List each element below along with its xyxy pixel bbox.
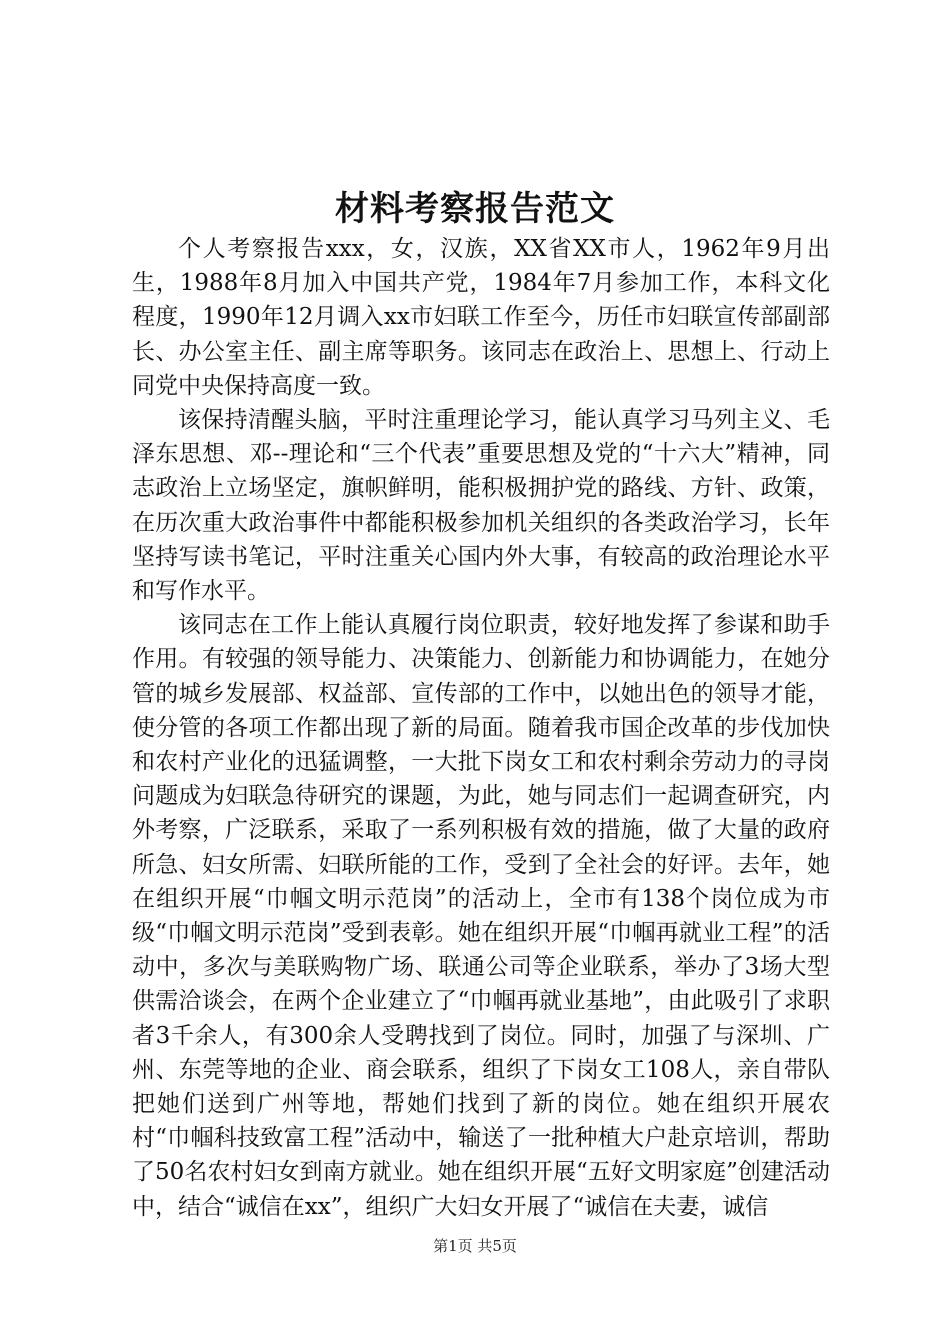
paragraph-2: 该保持清醒头脑，平时注重理论学习，能认真学习马列主义、毛泽东思想、邓--理论和“三个代表”重要思想及党的“十六大”精神，同志政治上立场坚定，旗帜鲜明，能积极拥护党的路线、方针、政策，在历次重大政治事件中都能积极参加机关组织的各类政治学习，长年坚持写读书笔记，平时注重关心国内外大事，有较高的政治理论水平和写作水平。 (132, 407, 830, 605)
document-body (132, 232, 830, 1224)
document-title: 材料考察报告范文 (335, 189, 615, 229)
page-number-footer: 第1页 共5页 (433, 1237, 517, 1255)
paragraph-3: 该同志在工作上能认真履行岗位职责，较好地发挥了参谋和助手作用。有较强的领导能力、决策能力、创新能力和协调能力，在她分管的城乡发展部、权益部、宣传部的工作中，以她出色的领导才能，使分管的各项工作都出现了新的局面。随着我市国企改革的步伐加快和农村产业化的迅猛调整，一大批下岗女工和农村剩余劳动力的寻岗问题成为妇联急待研究的课题，为此，她与同志们一起调查研究，内外考察，广泛联系，采取了一系列积极有效的措施，做了大量的政府所急、妇女所需、妇联所能的工作，受到了全社会的好评。去年，她在组织开展“巾帼文明示范岗”的活动上，全市有138个岗位成为市级“巾帼文明示范岗”受到表彰。她在组织开展“巾帼再就业工程”的活动中，多次与美联购物广场、联通公司等企业联系，举办了3场大型供需洽谈会，在两个企业建立了“巾帼再就业基地”，由此吸引了求职者3千余人，有300余人受聘找到了岗位。同时，加强了与深圳、广州、东莞等地的企业、商会联系，组织了下岗女工108人，亲自带队把她们送到广州等地，帮她们找到了新的岗位。她在组织开展农村“巾帼科技致富工程”活动中，输送了一批种植大户赴京培训，帮助了50名农村妇女到南方就业。她在组织开展“五好文明家庭”创建活动中，结合“诚信在xx”，组织广大妇女开展了“诚信在夫妻，诚信 (132, 612, 830, 1220)
paragraph-1: 个人考察报告xxx，女，汉族，XX省XX市人，1962年9月出生，1988年8月加入中国共产党，1984年7月参加工作，本科文化程度，1990年12月调入xx市妇联工作至今，历任市妇联宣传部副部长、办公室主任、副主席等职务。该同志在政治上、思想上、行动上同党中央保持高度一致。 (132, 236, 830, 399)
